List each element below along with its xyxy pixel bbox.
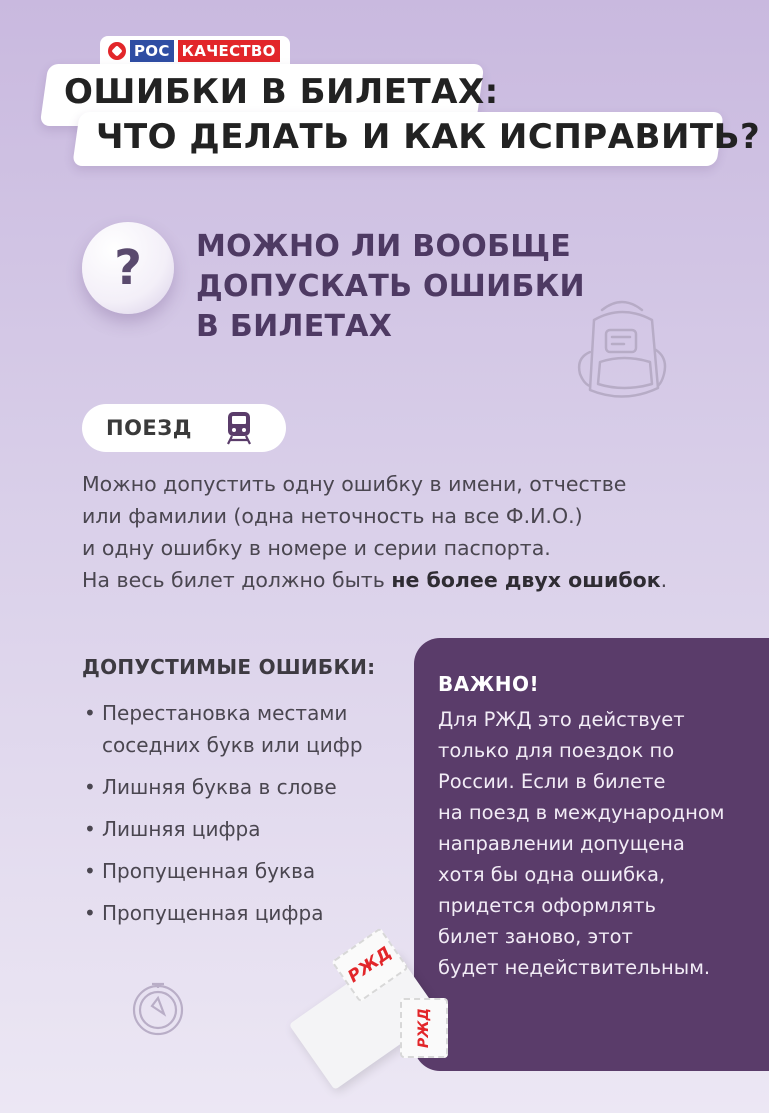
important-line: хотя бы одна ошибка, (438, 863, 666, 886)
list-item (82, 855, 402, 887)
important-note-box (414, 638, 769, 1071)
intro-paragraph (82, 468, 722, 596)
compass-icon (124, 974, 194, 1038)
page-title-line2: ЧТО ДЕЛАТЬ И КАК ИСПРАВИТЬ? (96, 117, 761, 157)
important-text (438, 704, 725, 983)
important-line: билет заново, этот (438, 925, 633, 948)
question-line: ДОПУСКАТЬ ОШИБКИ (196, 269, 585, 304)
question-line: В БИЛЕТАХ (196, 309, 393, 344)
logo-kachestvo: КАЧЕСТВО (178, 40, 280, 62)
intro-text: На весь билет должно быть (82, 568, 392, 592)
allowed-errors-list (82, 697, 402, 939)
transport-label: ПОЕЗД (106, 416, 192, 440)
list-item-text: • Лишняя буква в слове (102, 775, 337, 799)
important-line: придется оформлять (438, 894, 656, 917)
question-line: МОЖНО ЛИ ВООБЩЕ (196, 229, 572, 264)
list-item (82, 697, 402, 761)
important-line: на поезд в международном (438, 801, 725, 824)
list-item-text: • Пропущенная цифра (102, 901, 324, 925)
page-title-line1: ОШИБКИ В БИЛЕТАХ: (64, 72, 499, 112)
intro-bold: не более двух ошибок (391, 568, 661, 592)
important-line: направлении допущена (438, 832, 685, 855)
important-title: ВАЖНО! (438, 672, 540, 696)
ticket-stub-2 (400, 998, 448, 1058)
important-line: только для поездок по (438, 739, 675, 762)
list-item-text: • Пропущенная буква (102, 859, 316, 883)
list-item-text: • Перестановка местами (102, 701, 348, 725)
list-item (82, 813, 402, 845)
logo-pentagon-icon (108, 42, 126, 60)
allowed-errors-heading: ДОПУСТИМЫЕ ОШИБКИ: (82, 655, 376, 679)
intro-line: и одну ошибку в номере и серии паспорта. (82, 536, 551, 560)
important-line: Для РЖД это действует (438, 708, 685, 731)
rzd-logo-icon: РЖД (344, 942, 396, 988)
question-mark-icon: ? (82, 222, 174, 314)
intro-line: Можно допустить одну ошибку в имени, отчестве (82, 472, 627, 496)
list-item-text: соседних букв или цифр (102, 733, 363, 757)
train-icon (224, 410, 254, 446)
transport-pill (82, 404, 286, 452)
list-item-text: • Лишняя цифра (102, 817, 261, 841)
logo-ros: РОС (130, 40, 174, 62)
important-line: будет недействительным. (438, 956, 711, 979)
intro-line: или фамилии (одна неточность на все Ф.И.О.) (82, 504, 583, 528)
rzd-logo-icon: РЖД (416, 1008, 432, 1048)
question-heading (196, 227, 585, 347)
list-item (82, 897, 402, 929)
list-item (82, 771, 402, 803)
intro-line (82, 564, 722, 596)
intro-text: . (660, 568, 668, 592)
roskachestvo-logo (100, 36, 290, 66)
important-line: России. Если в билете (438, 770, 666, 793)
backpack-icon (572, 292, 672, 412)
